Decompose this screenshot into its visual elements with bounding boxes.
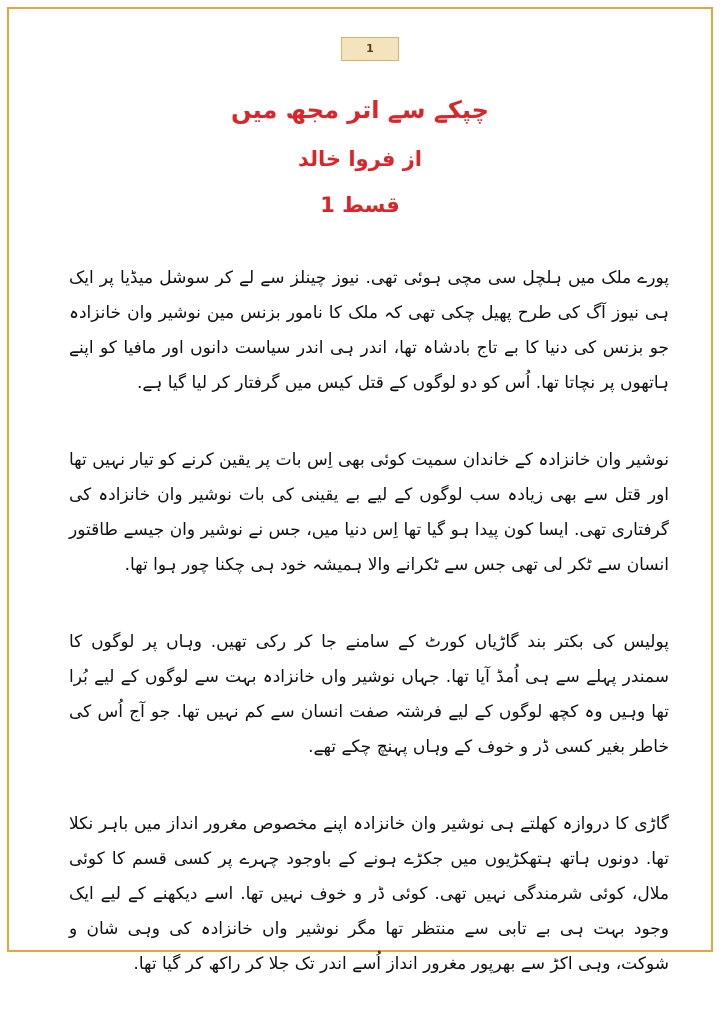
episode-label: قسط 1 [320,193,400,217]
page-number-badge: 1 [341,37,399,61]
paragraph-4: گاڑی کا دروازہ کھلتے ہی نوشیر وان خانزادہ اپنے مخصوص مغرور انداز میں باہر نکلا تھا. دونوں ہاتھ ہتھکڑیوں میں جکڑے ہونے کے باوجود چہرے پر کسی قسم کا کوئی ملال، کوئی شرمندگی نہیں تھی. کوئی ڈر و خوف نہیں تھا. اسے دیکھنے کے لیے ایک وجود بہت ہی بے تابی سے منتظر تھا مگر نوشیر واں خانزادہ کی وہی شان و شوکت، وہی اکڑ سے بھرپور مغرور انداز اُسے اندر تک جلا کر راکھ کر گیا تھا. [69,814,669,974]
paragraph-1: پورے ملک میں ہلچل سی مچی ہوئی تھی. نیوز چینلز سے لے کر سوشل میڈیا پر ایک ہی نیوز آگ کی طرح پھیل چکی تھی کہ ملک کا نامور بزنس مین نوشیر وان خانزادہ جو بزنس کی دنیا کا بے تاج بادشاہ تھا، اندر ہی اندر سیاست دانوں اور مافیا کو اپنے ہاتھوں پر نچاتا تھا. اُس کو دو لوگوں کے قتل کیس میں گرفتار کر لیا گیا ہے. [69,268,669,393]
author-line: از فروا خالد [297,147,422,171]
title-block [9,93,711,221]
paragraph-2: نوشیر وان خانزادہ کے خاندان سمیت کوئی بھی اِس بات پر یقین کرنے کو تیار نہیں تھا اور قتل سے بھی زیادہ سب لوگوں کے لیے بے یقینی کی بات نوشیر وان خانزادہ کی گرفتاری تھی. ایسا کون پیدا ہو گیا تھا اِس دنیا میں، جس نے نوشیر وان جیسے طاقتور انسان سے ٹکر لی تھی جس سے ٹکرانے والا ہمیشہ خود ہی چکنا چور ہوا تھا. [69,450,669,575]
story-body [69,261,669,1024]
paragraph-3: پولیس کی بکتر بند گاڑیاں کورٹ کے سامنے جا کر رکی تھیں. وہاں پر لوگوں کا سمندر پہلے سے ہی اُمڈ آیا تھا. جہاں نوشیر واں خانزادہ بہت سے لوگوں کے لیے بُرا تھا وہیں وہ کچھ لوگوں کے لیے فرشتہ صفت انسان سے کم نہیں تھا. جو آج اُس کی خاطر بغیر کسی ڈر و خوف کے وہاں پہنچ چکے تھے. [69,632,669,757]
novel-title: چپکے سے اتر مجھ میں [231,96,489,124]
page-frame [7,7,713,974]
